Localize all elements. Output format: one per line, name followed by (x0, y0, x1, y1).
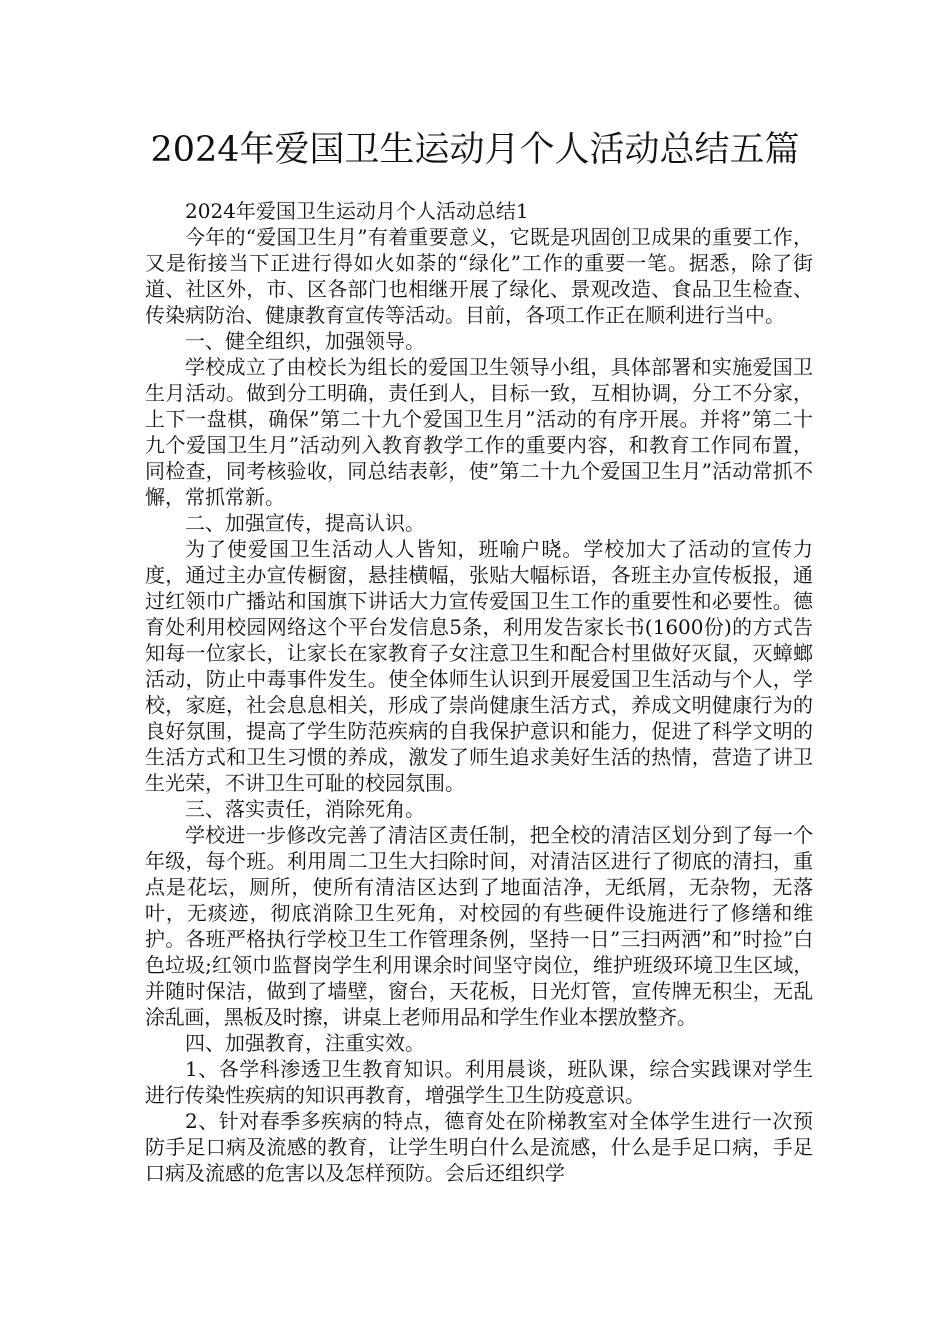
document-title: 2024年爱国卫生运动月个人活动总结五篇 (150, 130, 800, 170)
section-heading: 一、健全组织，加强领导。 (185, 329, 425, 353)
paragraph: 学校成立了由校长为组长的爱国卫生领导小组，具体部署和实施爱国卫生月活动。做到分工明确，责任到人，目标一致，互相协调，分工不分家，上下一盘棋，确保”第二十九个爱国卫生月”活动的有序开展。并将”第二十九个爱国卫生月”活动列入教育教学工作的重要内容，和教育工作同布置，同检查，同考核验收，同总结表彰，使”第二十九个爱国卫生月”活动常抓不懈，常抓常新。 (145, 355, 813, 509)
paragraph: 学校进一步修改完善了清洁区责任制，把全校的清洁区划分到了每一个年级，每个班。利用周二卫生大扫除时间，对清洁区进行了彻底的清扫，重点是花坛，厕所，使所有清洁区达到了地面洁净，无纸屑，无杂物，无落叶，无痰迹，彻底消除卫生死角，对校园的有些硬件设施进行了修缮和维护。各班严格执行学校卫生工作管理条例，坚持一日”三扫两洒”和”时捡”白色垃圾;红领巾监督岗学生利用课余时间坚守岗位，维护班级环境卫生区域，并随时保洁，做到了墙壁，窗台，天花板，日光灯管，宣传牌无积尘，无乱涂乱画，黑板及时擦，讲桌上老师用品和学生作业本摆放整齐。 (145, 823, 813, 1029)
paragraph: 1、各学科渗透卫生教育知识。利用晨谈，班队课，综合实践课对学生进行传染性疾病的知识再教育，增强学生卫生防疫意识。 (145, 1057, 813, 1107)
section-heading: 2024年爱国卫生运动月个人活动总结1 (185, 199, 529, 223)
section-heading: 三、落实责任，消除死角。 (185, 797, 425, 821)
document-body (145, 198, 813, 1186)
paragraph: 为了使爱国卫生活动人人皆知，班喻户晓。学校加大了活动的宣传力度，通过主办宣传橱窗，悬挂横幅，张贴大幅标语，各班主办宣传板报，通过红领巾广播站和国旗下讲话大力宣传爱国卫生工作的重要性和必要性。德育处利用校园网络这个平台发信息5条，利用发告家长书(1600份)的方式告知每一位家长，让家长在家教育子女注意卫生和配合村里做好灭鼠，灭蟑螂活动，防止中毒事件发生。使全体师生认识到开展爱国卫生活动与个人，学校，家庭，社会息息相关，形成了崇尚健康生活方式，养成文明健康行为的良好氛围，提高了学生防范疾病的自我保护意识和能力，促进了科学文明的生活方式和卫生习惯的养成，激发了师生追求美好生活的热情，营造了讲卫生光荣，不讲卫生可耻的校园氛围。 (145, 537, 813, 795)
paragraph: 2、针对春季多疾病的特点，德育处在阶梯教室对全体学生进行一次预防手足口病及流感的教育，让学生明白什么是流感，什么是手足口病，手足口病及流感的危害以及怎样预防。会后还组织学 (145, 1109, 813, 1185)
section-heading: 四、加强教育，注重实效。 (185, 1031, 425, 1055)
paragraph: 今年的“爱国卫生月”有着重要意义，它既是巩固创卫成果的重要工作，又是衔接当下正进行得如火如荼的“绿化”工作的重要一笔。据悉，除了街道、社区外，市、区各部门也相继开展了绿化、景观改造、食品卫生检查、传染病防治、健康教育宣传等活动。目前，各项工作正在顺利进行当中。 (145, 225, 813, 327)
section-heading: 二、加强宣传，提高认识。 (185, 511, 425, 535)
